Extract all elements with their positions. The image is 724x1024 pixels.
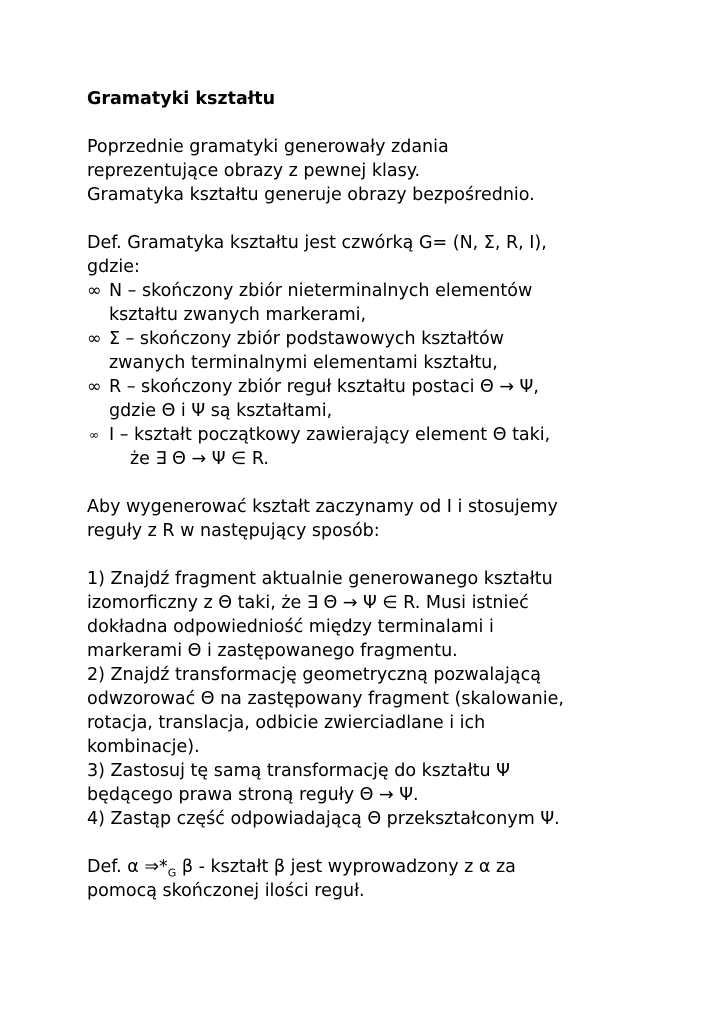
step-line: izomorficzny z Θ taki, że ∃ Θ → Ψ ∈ R. Musi istnieć	[87, 593, 529, 613]
derivation-definition-line-2: pomocą skończonej ilości reguł.	[87, 881, 365, 901]
intro-line-2: reprezentujące obrazy z pewnej klasy.	[87, 161, 421, 181]
bullet-infinity-icon: ∞	[87, 329, 102, 349]
bullet-infinity-icon: ∞	[89, 428, 99, 442]
derivation-subscript: G	[167, 866, 177, 880]
derivation-suffix: β - kształt β jest wyprowadzony z α za	[176, 857, 516, 877]
definition-item-n-line-1: N – skończony zbiór nieterminalnych elementów	[109, 281, 533, 301]
definition-item-sigma-line-1: Σ – skończony zbiór podstawowych kształtów	[109, 329, 504, 349]
step-line: będącego prawa stroną reguły Θ → Ψ.	[87, 785, 419, 805]
procedure-intro-line-1: Aby wygenerować kształt zaczynamy od I i stosujemy	[87, 497, 558, 517]
definition-item-n-line-2: kształtu zwanych markerami,	[109, 305, 367, 325]
bullet-infinity-icon: ∞	[87, 377, 102, 397]
step-line: markerami Θ i zastępowanego fragmentu.	[87, 641, 458, 661]
procedure-intro-line-2: reguły z R w następujący sposób:	[87, 521, 380, 541]
page-title: Gramatyki kształtu	[87, 89, 276, 109]
step-line: 2) Znajdź transformację geometryczną pozwalającą	[87, 665, 541, 685]
bullet-infinity-icon: ∞	[87, 281, 102, 301]
step-line: 4) Zastąp część odpowiadającą Θ przekształconym Ψ.	[87, 809, 560, 829]
step-line: rotacja, translacja, odbicie zwierciadlane i ich	[87, 713, 486, 733]
intro-line-3: Gramatyka kształtu generuje obrazy bezpośrednio.	[87, 185, 535, 205]
step-line: odwzorować Θ na zastępowany fragment (skalowanie,	[87, 689, 564, 709]
definition-item-sigma-line-2: zwanych terminalnymi elementami kształtu,	[109, 353, 498, 373]
step-line: 1) Znajdź fragment aktualnie generowanego kształtu	[87, 569, 553, 589]
definition-item-r-line-1: R – skończony zbiór reguł kształtu postaci Θ → Ψ,	[109, 377, 539, 397]
definition-item-i-line-2: że ∃ Θ → Ψ ∈ R.	[130, 449, 269, 469]
step-line: kombinacje).	[87, 737, 200, 757]
intro-line-1: Poprzednie gramatyki generowały zdania	[87, 137, 449, 157]
step-line: dokładna odpowiedniość między terminalami i	[87, 617, 494, 637]
derivation-prefix: Def. α ⇒*	[87, 857, 168, 877]
definition-item-i-line-1: I – kształt początkowy zawierający element Θ taki,	[109, 425, 551, 445]
definition-line-2: gdzie:	[87, 257, 140, 277]
definition-item-r-line-2: gdzie Θ i Ψ są kształtami,	[109, 401, 333, 421]
step-line: 3) Zastosuj tę samą transformację do kształtu Ψ	[87, 761, 510, 781]
definition-line-1: Def. Gramatyka kształtu jest czwórką G= (N, Σ, R, I),	[87, 233, 547, 253]
